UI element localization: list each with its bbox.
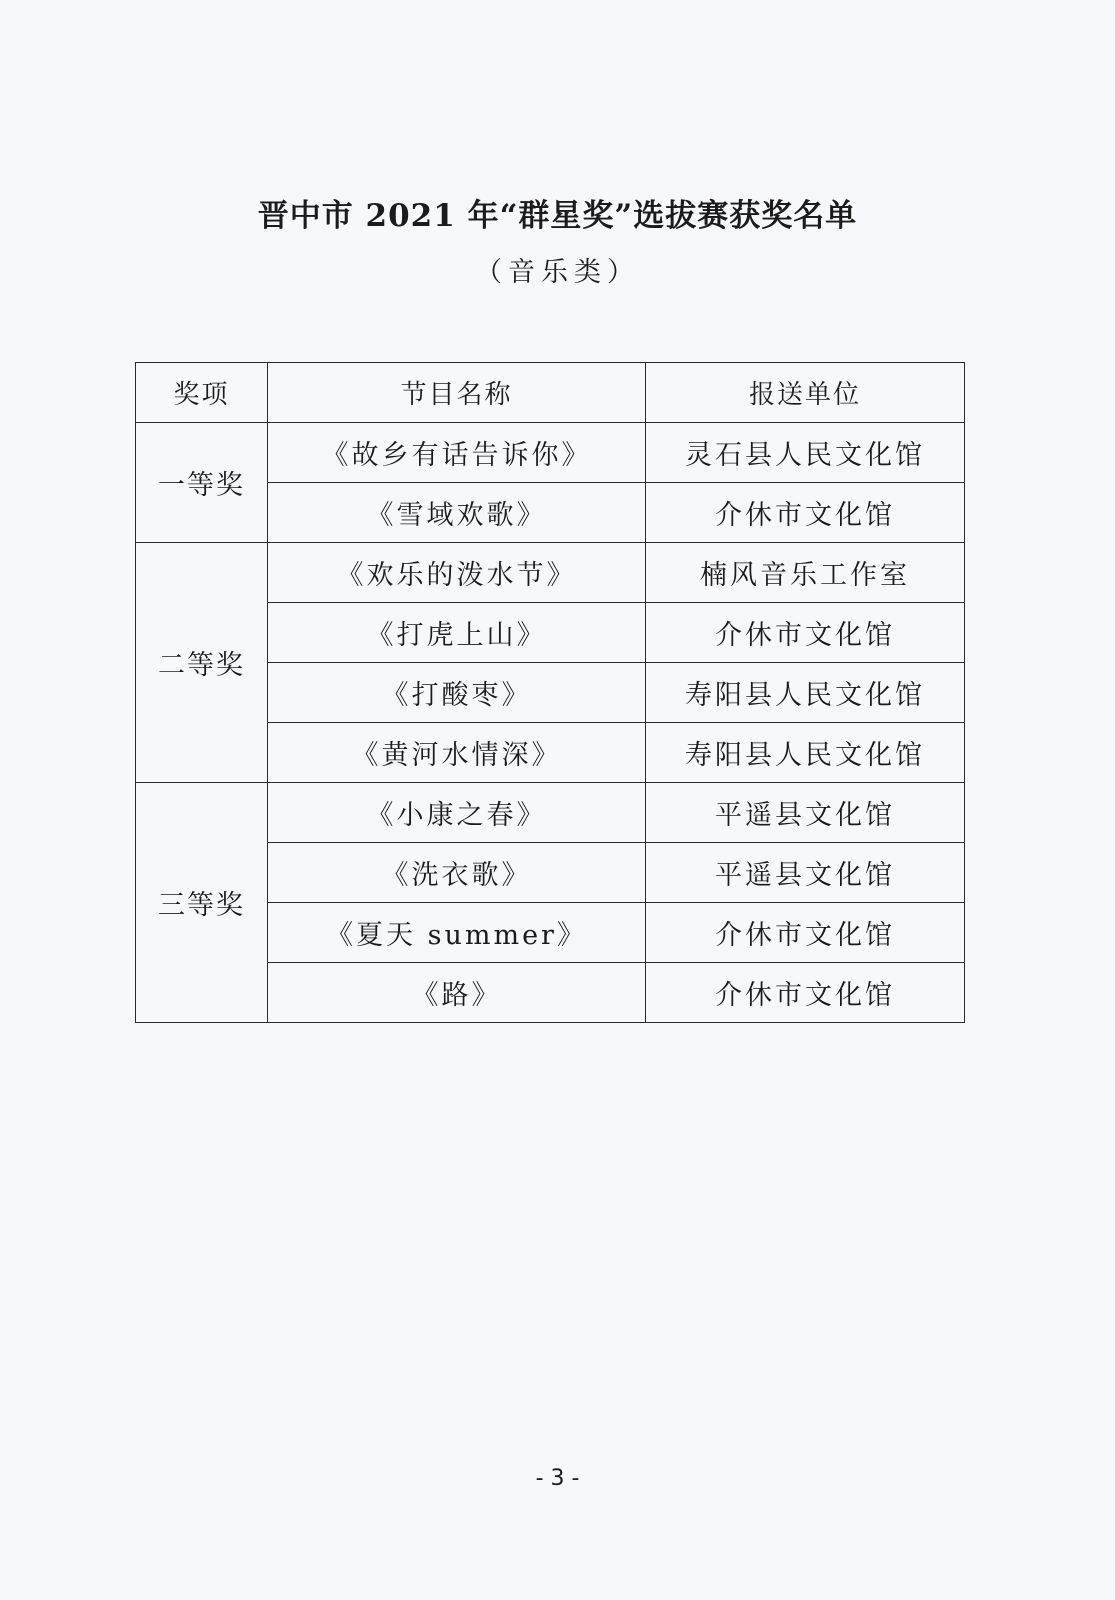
submitting-unit: 平遥县文化馆 <box>646 783 965 843</box>
program-name: 《打虎上山》 <box>268 603 646 663</box>
program-name: 《洗衣歌》 <box>268 843 646 903</box>
submitting-unit: 寿阳县人民文化馆 <box>646 663 965 723</box>
table-row <box>136 423 965 483</box>
award-second-prize: 二等奖 <box>136 543 268 783</box>
program-name: 《欢乐的泼水节》 <box>268 543 646 603</box>
program-name: 《小康之春》 <box>268 783 646 843</box>
table-row <box>136 543 965 603</box>
award-first-prize: 一等奖 <box>136 423 268 543</box>
submitting-unit: 寿阳县人民文化馆 <box>646 723 965 783</box>
header-award: 奖项 <box>136 363 268 423</box>
header-unit: 报送单位 <box>646 363 965 423</box>
document-subtitle: （音乐类） <box>475 257 640 288</box>
program-name: 《打酸枣》 <box>268 663 646 723</box>
table-header-row <box>136 363 965 423</box>
submitting-unit: 介休市文化馆 <box>646 963 965 1023</box>
header-program: 节目名称 <box>268 363 646 423</box>
page-number: - 3 - <box>535 1466 580 1491</box>
award-third-prize: 三等奖 <box>136 783 268 1023</box>
program-name: 《雪域欢歌》 <box>268 483 646 543</box>
submitting-unit: 介休市文化馆 <box>646 603 965 663</box>
submitting-unit: 平遥县文化馆 <box>646 843 965 903</box>
submitting-unit: 介休市文化馆 <box>646 903 965 963</box>
submitting-unit: 楠风音乐工作室 <box>646 543 965 603</box>
document-title: 晋中市 2021 年“群星奖”选拔赛获奖名单 <box>257 198 858 234</box>
program-name: 《夏天 summer》 <box>268 903 646 963</box>
submitting-unit: 灵石县人民文化馆 <box>646 423 965 483</box>
table-row <box>136 783 965 843</box>
program-name: 《路》 <box>268 963 646 1023</box>
awards-table <box>135 362 965 1023</box>
program-name: 《黄河水情深》 <box>268 723 646 783</box>
submitting-unit: 介休市文化馆 <box>646 483 965 543</box>
program-name: 《故乡有话告诉你》 <box>268 423 646 483</box>
